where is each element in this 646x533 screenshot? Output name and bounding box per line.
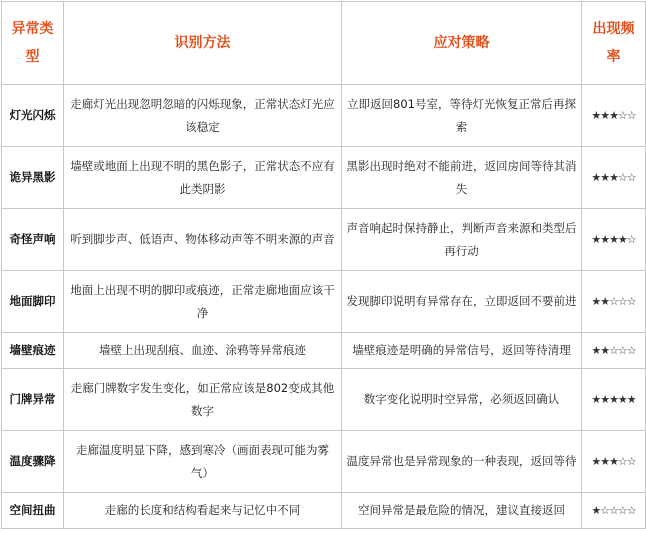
cell-strategy: 温度异常也是异常现象的一种表现，返回等待	[342, 431, 582, 493]
cell-strategy: 黑影出现时绝对不能前进，返回房间等待其消失	[342, 147, 582, 209]
header-row	[2, 2, 646, 85]
table-row	[2, 333, 646, 369]
cell-strategy: 发现脚印说明有异常存在，立即返回不要前进	[342, 271, 582, 333]
table-row	[2, 431, 646, 493]
cell-strategy: 立即返回801号室，等待灯光恢复正常后再探索	[342, 85, 582, 147]
cell-method: 墙壁上出现刮痕、血迹、涂鸦等异常痕迹	[64, 333, 342, 369]
cell-rating: ★★★★☆	[582, 209, 646, 271]
table-row	[2, 85, 646, 147]
cell-type: 诡异黑影	[2, 147, 64, 209]
header-strategy: 应对策略	[342, 2, 582, 85]
cell-type: 门牌异常	[2, 369, 64, 431]
cell-type: 灯光闪烁	[2, 85, 64, 147]
cell-rating: ★★★★★	[582, 369, 646, 431]
cell-type: 奇怪声响	[2, 209, 64, 271]
cell-strategy: 数字变化说明时空异常，必须返回确认	[342, 369, 582, 431]
table-row	[2, 147, 646, 209]
cell-method: 听到脚步声、低语声、物体移动声等不明来源的声音	[64, 209, 342, 271]
cell-rating: ★★☆☆☆	[582, 333, 646, 369]
cell-type: 墙壁痕迹	[2, 333, 64, 369]
cell-rating: ★★★☆☆	[582, 431, 646, 493]
cell-strategy: 声音响起时保持静止，判断声音来源和类型后再行动	[342, 209, 582, 271]
cell-method: 走廊灯光出现忽明忽暗的闪烁现象，正常状态灯光应该稳定	[64, 85, 342, 147]
cell-rating: ★★★☆☆	[582, 147, 646, 209]
cell-type: 地面脚印	[2, 271, 64, 333]
table-row	[2, 209, 646, 271]
cell-rating: ★★☆☆☆	[582, 271, 646, 333]
cell-method: 地面上出现不明的脚印或痕迹，正常走廊地面应该干净	[64, 271, 342, 333]
cell-method: 走廊门牌数字发生变化，如正常应该是802变成其他数字	[64, 369, 342, 431]
cell-rating: ★★★☆☆	[582, 85, 646, 147]
cell-method: 走廊温度明显下降，感到寒冷（画面表现可能为雾气）	[64, 431, 342, 493]
cell-method: 墙壁或地面上出现不明的黑色影子，正常状态不应有此类阴影	[64, 147, 342, 209]
cell-strategy: 墙壁痕迹是明确的异常信号，返回等待清理	[342, 333, 582, 369]
header-type: 异常类型	[2, 2, 64, 85]
table-row	[2, 369, 646, 431]
cell-strategy: 空间异常是最危险的情况，建议直接返回	[342, 493, 582, 529]
header-frequency: 出现频率	[582, 2, 646, 85]
table-row	[2, 493, 646, 529]
cell-method: 走廊的长度和结构看起来与记忆中不同	[64, 493, 342, 529]
cell-rating: ★☆☆☆☆	[582, 493, 646, 529]
table-row	[2, 271, 646, 333]
anomaly-table	[1, 1, 646, 529]
cell-type: 温度骤降	[2, 431, 64, 493]
header-method: 识别方法	[64, 2, 342, 85]
cell-type: 空间扭曲	[2, 493, 64, 529]
